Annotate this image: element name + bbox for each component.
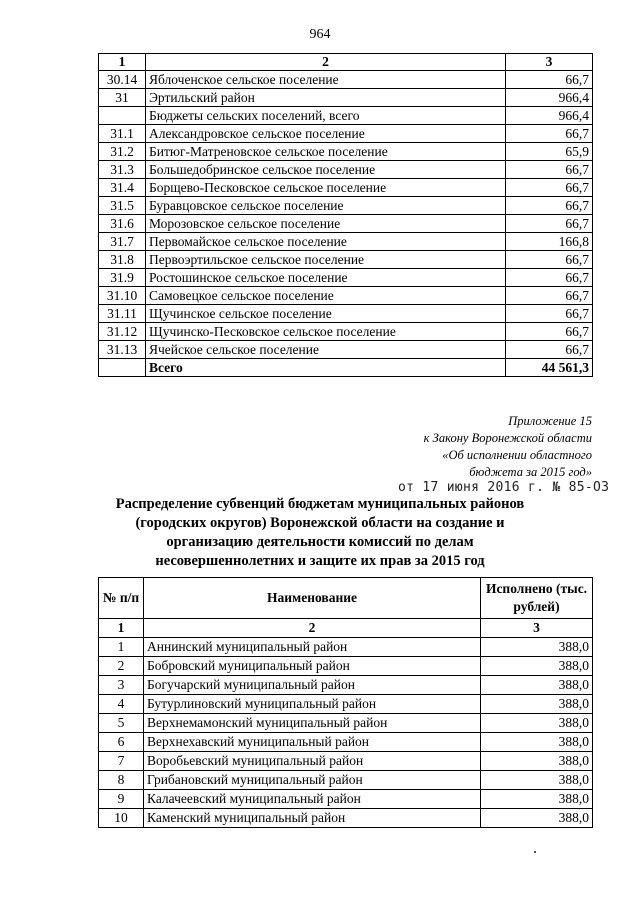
total-number bbox=[99, 359, 146, 377]
row-name: Щучинско-Песковское сельское поселение bbox=[146, 323, 506, 341]
table-row bbox=[99, 215, 593, 233]
row-number: 5 bbox=[99, 714, 144, 733]
row-name: Морозовское сельское поселение bbox=[146, 215, 506, 233]
row-value: 66,7 bbox=[506, 179, 593, 197]
table-header-row bbox=[99, 619, 593, 638]
row-name: Ростошинское сельское поселение bbox=[146, 269, 506, 287]
row-number: 7 bbox=[99, 752, 144, 771]
table-row bbox=[99, 125, 593, 143]
row-name: Воробьевский муниципальный район bbox=[144, 752, 481, 771]
row-name: Калачеевский муниципальный район bbox=[144, 790, 481, 809]
table-header-row bbox=[99, 54, 593, 71]
row-number: 31.2 bbox=[99, 143, 146, 161]
row-value: 66,7 bbox=[506, 197, 593, 215]
table-row bbox=[99, 809, 593, 828]
table-row bbox=[99, 179, 593, 197]
table-row bbox=[99, 161, 593, 179]
column-number-2: 2 bbox=[144, 619, 481, 638]
table-row bbox=[99, 695, 593, 714]
row-number: 31.6 bbox=[99, 215, 146, 233]
row-number: 31.13 bbox=[99, 341, 146, 359]
row-name: Бутурлиновский муниципальный район bbox=[144, 695, 481, 714]
table-row bbox=[99, 233, 593, 251]
table-row bbox=[99, 305, 593, 323]
row-number: 1 bbox=[99, 638, 144, 657]
row-name: Самовецкое сельское поселение bbox=[146, 287, 506, 305]
row-name: Борщево-Песковское сельское поселение bbox=[146, 179, 506, 197]
row-value: 66,7 bbox=[506, 161, 593, 179]
subventions-table bbox=[98, 577, 593, 828]
row-number: 4 bbox=[99, 695, 144, 714]
settlements-budget-table bbox=[98, 53, 593, 377]
row-number: 10 bbox=[99, 809, 144, 828]
row-value: 66,7 bbox=[506, 305, 593, 323]
row-name: Первомайское сельское поселение bbox=[146, 233, 506, 251]
head-name: Наименование bbox=[144, 578, 481, 619]
row-number: 2 bbox=[99, 657, 144, 676]
table-row bbox=[99, 676, 593, 695]
row-value: 65,9 bbox=[506, 143, 593, 161]
table-row bbox=[99, 107, 593, 125]
table-row bbox=[99, 89, 593, 107]
column-number-1: 1 bbox=[99, 54, 146, 71]
table-head-row bbox=[99, 578, 593, 619]
table-row bbox=[99, 251, 593, 269]
table-row bbox=[99, 323, 593, 341]
row-name: Щучинское сельское поселение bbox=[146, 305, 506, 323]
row-name: Каменский муниципальный район bbox=[144, 809, 481, 828]
row-value: 966,4 bbox=[506, 89, 593, 107]
row-name: Буравцовское сельское поселение bbox=[146, 197, 506, 215]
table-row bbox=[99, 143, 593, 161]
row-value: 66,7 bbox=[506, 251, 593, 269]
table-row bbox=[99, 733, 593, 752]
row-value: 66,7 bbox=[506, 287, 593, 305]
row-name: Бюджеты сельских поселений, всего bbox=[146, 107, 506, 125]
row-name: Первоэртильское сельское поселение bbox=[146, 251, 506, 269]
row-number: 9 bbox=[99, 790, 144, 809]
row-number: 31.12 bbox=[99, 323, 146, 341]
title-line: несовершеннолетних и защите их прав за 2015 год bbox=[155, 553, 485, 569]
row-value: 388,0 bbox=[481, 676, 593, 695]
row-value: 966,4 bbox=[506, 107, 593, 125]
table-row bbox=[99, 714, 593, 733]
row-value: 388,0 bbox=[481, 714, 593, 733]
appendix-note bbox=[292, 413, 592, 481]
head-value: Исполнено (тыс. рублей) bbox=[481, 578, 593, 619]
row-number: 31.8 bbox=[99, 251, 146, 269]
table-row bbox=[99, 657, 593, 676]
appendix-line: «Об исполнении областного bbox=[442, 448, 592, 462]
row-number: 3 bbox=[99, 676, 144, 695]
row-number: 31.9 bbox=[99, 269, 146, 287]
column-number-2: 2 bbox=[146, 54, 506, 71]
row-value: 388,0 bbox=[481, 771, 593, 790]
row-number: 31 bbox=[99, 89, 146, 107]
row-name: Эртильский район bbox=[146, 89, 506, 107]
row-name: Александровское сельское поселение bbox=[146, 125, 506, 143]
row-number: 31.5 bbox=[99, 197, 146, 215]
column-number-3: 3 bbox=[506, 54, 593, 71]
row-value: 66,7 bbox=[506, 71, 593, 89]
table-row bbox=[99, 287, 593, 305]
row-number: 31.11 bbox=[99, 305, 146, 323]
row-name: Яблоченское сельское поселение bbox=[146, 71, 506, 89]
row-name: Богучарский муниципальный район bbox=[144, 676, 481, 695]
appendix-line: бюджета за 2015 год» bbox=[469, 465, 592, 479]
row-value: 66,7 bbox=[506, 125, 593, 143]
page-number: 964 bbox=[309, 27, 331, 42]
row-name: Верхнемамонский муниципальный район bbox=[144, 714, 481, 733]
row-value: 66,7 bbox=[506, 323, 593, 341]
title-line: Распределение субвенций бюджетам муниципальных районов bbox=[115, 496, 525, 512]
table-row bbox=[99, 269, 593, 287]
row-number: 31.7 bbox=[99, 233, 146, 251]
row-number: 31.3 bbox=[99, 161, 146, 179]
row-name: Ячейское сельское поселение bbox=[146, 341, 506, 359]
row-value: 66,7 bbox=[506, 341, 593, 359]
table-row bbox=[99, 771, 593, 790]
row-name: Грибановский муниципальный район bbox=[144, 771, 481, 790]
title-line: организацию деятельности комиссий по делам bbox=[166, 534, 474, 550]
row-number: 6 bbox=[99, 733, 144, 752]
row-value: 388,0 bbox=[481, 790, 593, 809]
row-value: 388,0 bbox=[481, 695, 593, 714]
row-number bbox=[99, 107, 146, 125]
row-value: 388,0 bbox=[481, 733, 593, 752]
law-date-stamp: от 17 июня 2016 г. № 85-ОЗ bbox=[398, 480, 610, 495]
row-number: 31.4 bbox=[99, 179, 146, 197]
title-line: (городских округов) Воронежской области на создание и bbox=[135, 515, 505, 531]
row-number: 8 bbox=[99, 771, 144, 790]
appendix-line: к Закону Воронежской области bbox=[423, 431, 592, 445]
scan-speck bbox=[534, 851, 536, 853]
row-value: 66,7 bbox=[506, 269, 593, 287]
row-value: 388,0 bbox=[481, 752, 593, 771]
column-number-1: 1 bbox=[99, 619, 144, 638]
document-title bbox=[90, 495, 550, 571]
row-name: Аннинский муниципальный район bbox=[144, 638, 481, 657]
table-row bbox=[99, 341, 593, 359]
table-row bbox=[99, 790, 593, 809]
total-value: 44 561,3 bbox=[506, 359, 593, 377]
row-name: Битюг-Матреновское сельское поселение bbox=[146, 143, 506, 161]
table-row bbox=[99, 197, 593, 215]
table-row bbox=[99, 71, 593, 89]
row-value: 166,8 bbox=[506, 233, 593, 251]
row-name: Большедобринское сельское поселение bbox=[146, 161, 506, 179]
table-row bbox=[99, 752, 593, 771]
head-number: № п/п bbox=[99, 578, 144, 619]
row-number: 31.10 bbox=[99, 287, 146, 305]
row-value: 388,0 bbox=[481, 809, 593, 828]
column-number-3: 3 bbox=[481, 619, 593, 638]
total-label: Всего bbox=[146, 359, 506, 377]
row-value: 388,0 bbox=[481, 638, 593, 657]
appendix-line: Приложение 15 bbox=[508, 414, 592, 428]
row-number: 30.14 bbox=[99, 71, 146, 89]
row-value: 388,0 bbox=[481, 657, 593, 676]
table-row bbox=[99, 638, 593, 657]
row-name: Бобровский муниципальный район bbox=[144, 657, 481, 676]
row-number: 31.1 bbox=[99, 125, 146, 143]
row-value: 66,7 bbox=[506, 215, 593, 233]
row-name: Верхнехавский муниципальный район bbox=[144, 733, 481, 752]
total-row bbox=[99, 359, 593, 377]
